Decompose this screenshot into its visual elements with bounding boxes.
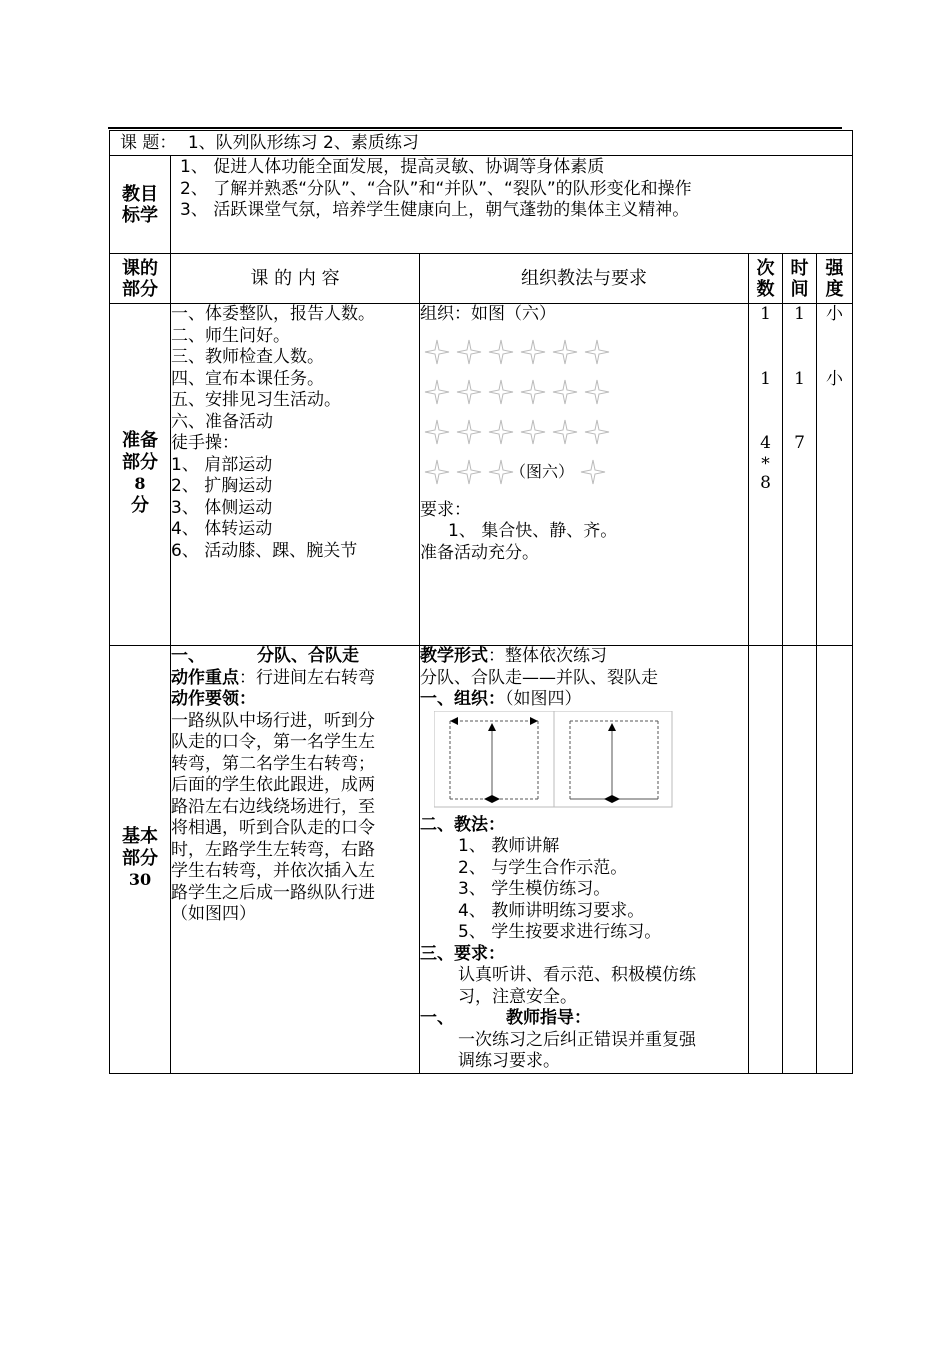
essentials-line: 一路纵队中场行进，听到分 xyxy=(171,710,375,731)
header-times xyxy=(749,254,783,304)
prep-row xyxy=(110,304,853,646)
spacer xyxy=(783,326,816,348)
four-point-star-icon xyxy=(488,379,514,405)
top-rule xyxy=(108,127,842,129)
prep-duration-value: 1 xyxy=(794,368,805,389)
formation-star-row xyxy=(424,372,748,412)
prep-label-line: 部分 xyxy=(122,451,158,473)
objectives-header-line: 教目 xyxy=(122,183,158,205)
prep-times-value: 8 xyxy=(760,472,771,493)
req-num: 三、 xyxy=(420,943,454,964)
org-num: 一、 xyxy=(420,689,454,709)
formation-star-row xyxy=(424,452,748,492)
objective-item: 1、 促进人体功能全面发展，提高灵敏、协调等身体素质 xyxy=(180,157,605,177)
prep-times-value: 1 xyxy=(760,304,771,324)
objectives-list xyxy=(171,156,853,254)
basic-key-point xyxy=(171,668,419,690)
objectives-row xyxy=(110,156,853,254)
arrow-icon xyxy=(604,795,612,803)
header-part-line: 课的 xyxy=(122,257,158,279)
title-content: 1、队列队形练习 2、素质练习 xyxy=(187,133,419,153)
spacer xyxy=(749,347,782,369)
arrow-icon xyxy=(612,795,620,803)
prep-intensity-value: 小 xyxy=(826,304,843,324)
form-text: ：整体依次练习 xyxy=(488,646,607,666)
guide-num: 一、 xyxy=(420,1008,454,1028)
four-point-star-icon xyxy=(456,419,482,445)
header-duration xyxy=(783,254,817,304)
prep-part-label xyxy=(110,304,171,646)
prep-intensity xyxy=(817,304,853,646)
four-point-star-icon xyxy=(584,379,610,405)
header-times-line: 数 xyxy=(756,278,775,300)
essentials-line: 路沿左右边线绕场进行，至 xyxy=(171,796,375,817)
formation-diagram xyxy=(434,711,734,821)
req-line: 认真听讲、看示范、积极模仿练 xyxy=(458,965,696,985)
prep-label-line: 分 xyxy=(131,494,149,516)
header-duration-line: 时 xyxy=(790,257,809,279)
spacer xyxy=(749,326,782,348)
prep-requirement-title: 要求： xyxy=(420,499,471,520)
four-point-star-icon xyxy=(488,339,514,365)
prep-times-value: 1 xyxy=(760,368,771,389)
four-point-star-icon xyxy=(424,419,450,445)
formation-star-grid xyxy=(424,332,748,492)
diagram-frame-left xyxy=(434,711,554,807)
objectives-header xyxy=(110,156,171,254)
prep-times-value: * xyxy=(761,453,770,474)
spacer xyxy=(749,412,782,434)
method-item: 4、 教师讲明练习要求。 xyxy=(458,900,645,921)
key-label: 动作重点 xyxy=(171,667,239,688)
four-point-star-icon xyxy=(456,339,482,365)
formation-star-row xyxy=(424,412,748,452)
guide-line: 调练习要求。 xyxy=(458,1051,560,1071)
prep-content-line: 六、准备活动 xyxy=(171,411,273,432)
basic-content xyxy=(171,646,420,1074)
four-point-star-icon xyxy=(520,339,546,365)
four-point-star-icon xyxy=(520,379,546,405)
prep-content-line: 三、教师检查人数。 xyxy=(171,347,324,367)
header-method: 组织教法与要求 xyxy=(420,254,749,304)
header-row xyxy=(110,254,853,304)
prep-content-line: 一、体委整队，报告人数。 xyxy=(171,304,375,324)
method-label: 教法： xyxy=(454,814,505,835)
essentials-line: （如图四） xyxy=(171,904,256,924)
method-item: 2、 与学生合作示范。 xyxy=(458,857,628,878)
header-intensity-line: 强 xyxy=(825,257,844,279)
header-intensity xyxy=(817,254,853,304)
prep-content-line: 四、宣布本课任务。 xyxy=(171,368,324,389)
guide-line: 一次练习之后纠正错误并重复强 xyxy=(458,1029,696,1050)
four-point-star-icon xyxy=(552,419,578,445)
prep-times xyxy=(749,304,783,646)
title-cell xyxy=(110,131,853,156)
spacer xyxy=(783,412,816,434)
req-label: 要求： xyxy=(454,943,505,964)
basic-guide-heading xyxy=(420,1008,748,1030)
prep-requirement-line: 1、 集合快、静、齐。 xyxy=(448,521,618,541)
four-point-star-icon xyxy=(584,419,610,445)
spacer xyxy=(783,347,816,369)
prep-content-line: 徒手操： xyxy=(171,433,239,453)
four-point-star-icon xyxy=(424,379,450,405)
four-point-star-icon xyxy=(552,379,578,405)
method-item: 1、 教师讲解 xyxy=(458,836,560,856)
method-item: 5、 学生按要求进行练习。 xyxy=(458,922,662,942)
header-times-line: 次 xyxy=(756,257,775,279)
arrow-icon xyxy=(450,717,458,725)
spacer xyxy=(817,347,852,369)
form-label: 教学形式 xyxy=(420,646,488,666)
essentials-line: 路学生之后成一路纵队行进 xyxy=(171,882,375,903)
four-point-star-icon xyxy=(424,339,450,365)
prep-duration xyxy=(783,304,817,646)
basic-form xyxy=(420,646,748,668)
key-text: ：行进间左右转弯 xyxy=(239,667,375,688)
basic-title-text: 分队、合队走 xyxy=(257,646,359,666)
prep-intensity-value: 小 xyxy=(826,368,843,389)
spacer xyxy=(817,326,852,348)
org-label: 组织： xyxy=(454,689,505,709)
split-merge-diagram xyxy=(434,711,674,811)
basic-label-line: 基本 xyxy=(122,826,158,847)
title-label: 课 题： xyxy=(120,133,177,153)
basic-label-line: 30 xyxy=(128,870,152,889)
basic-intensity xyxy=(817,646,853,1074)
prep-times-value: 4 xyxy=(760,433,771,453)
essentials-line: 转弯，第二名学生右转弯； xyxy=(171,753,375,774)
essentials-line: 将相遇，听到合队走的口令 xyxy=(171,818,375,838)
four-point-star-icon xyxy=(584,339,610,365)
prep-content-line: 6、 活动膝、踝、腕关节 xyxy=(171,540,358,561)
prep-method xyxy=(420,304,749,646)
basic-label-line: 部分 xyxy=(122,847,158,869)
four-point-star-icon xyxy=(552,339,578,365)
formation-star-row xyxy=(424,332,748,372)
essentials-line: 后面的学生依此跟进，成两 xyxy=(171,775,375,795)
basic-content-title xyxy=(171,646,419,668)
basic-org xyxy=(420,689,748,711)
objective-item: 2、 了解并熟悉“分队”、“合队”和“并队”、“裂队”的队形变化和操作 xyxy=(180,178,692,199)
basic-req-heading xyxy=(420,944,748,966)
essentials-line: 时，左路学生左转弯，右路 xyxy=(171,839,375,860)
prep-content-line: 4、 体转运动 xyxy=(171,519,273,539)
header-part-line: 部分 xyxy=(122,278,158,300)
prep-label-line: 准备 xyxy=(122,430,158,451)
header-intensity-line: 度 xyxy=(825,278,844,300)
objectives-header-line: 标学 xyxy=(122,204,158,226)
header-part xyxy=(110,254,171,304)
prep-content xyxy=(171,304,420,646)
four-point-star-icon xyxy=(488,419,514,445)
title-row xyxy=(110,131,853,156)
arrow-icon xyxy=(608,723,616,731)
arrow-icon xyxy=(530,717,538,725)
prep-requirement-line: 准备活动充分。 xyxy=(420,542,539,563)
prep-org-title: 组织：如图（六） xyxy=(420,304,556,324)
basic-times xyxy=(749,646,783,1074)
method-num: 二、 xyxy=(420,814,454,835)
prep-content-line: 3、 体侧运动 xyxy=(171,497,273,518)
prep-duration-value: 1 xyxy=(794,304,805,324)
arrow-icon xyxy=(484,795,492,803)
essentials-line: 队走的口令，第一名学生左 xyxy=(171,732,375,752)
basic-essentials-label: 动作要领： xyxy=(171,689,256,709)
spacer xyxy=(783,390,816,412)
guide-label: 教师指导： xyxy=(506,1008,591,1028)
basic-form-line2: 分队、合队走——并队、裂队走 xyxy=(420,667,658,688)
prep-content-line: 2、 扩胸运动 xyxy=(171,476,273,496)
lesson-plan-table xyxy=(109,130,853,1074)
prep-content-line: 五、安排见习生活动。 xyxy=(171,390,341,410)
arrow-icon xyxy=(488,723,496,731)
prep-content-line: 二、师生问好。 xyxy=(171,325,290,346)
prep-duration-value: 7 xyxy=(794,433,805,453)
basic-title-num: 一、 xyxy=(171,646,205,666)
spacer xyxy=(749,390,782,412)
essentials-line: 学生右转弯，并依次插入左 xyxy=(171,861,375,881)
header-duration-line: 间 xyxy=(790,278,809,300)
req-line: 习，注意安全。 xyxy=(458,986,577,1007)
four-point-star-icon xyxy=(520,419,546,445)
four-point-star-icon xyxy=(456,459,482,485)
org-text: （如图四） xyxy=(505,689,582,709)
method-item: 3、 学生模仿练习。 xyxy=(458,879,611,899)
basic-duration xyxy=(783,646,817,1074)
header-content: 课 的 内 容 xyxy=(171,254,420,304)
basic-method xyxy=(420,646,749,1074)
basic-part-label xyxy=(110,646,171,1074)
figure-label: （图六） xyxy=(510,461,575,481)
four-point-star-icon xyxy=(456,379,482,405)
basic-row xyxy=(110,646,853,1074)
arrow-icon xyxy=(492,795,500,803)
four-point-star-icon xyxy=(424,459,450,485)
prep-label-line: 8 xyxy=(134,474,146,493)
four-point-star-icon xyxy=(580,459,606,485)
prep-content-line: 1、 肩部运动 xyxy=(171,454,273,475)
objective-item: 3、 活跃课堂气氛，培养学生健康向上，朝气蓬勃的集体主义精神。 xyxy=(180,200,690,220)
